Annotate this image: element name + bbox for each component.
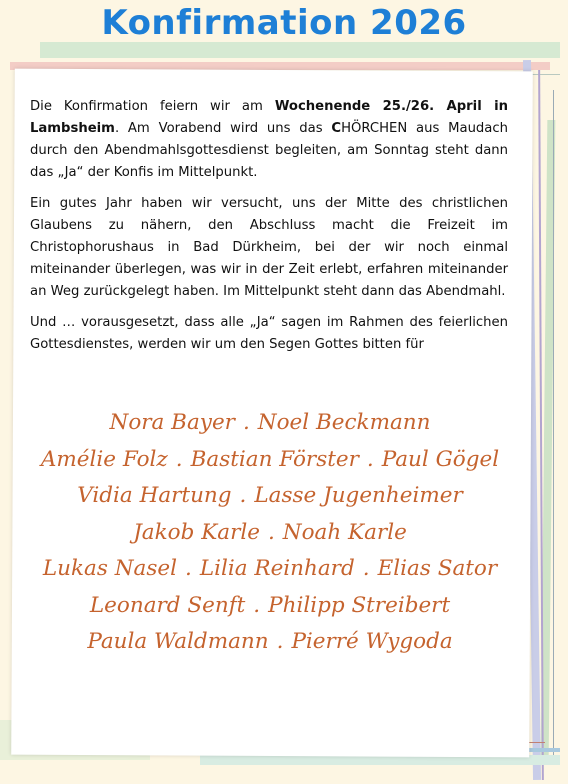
paragraph-2: Ein gutes Jahr haben wir versucht, uns der Mitte des christlichen Glaubens zu nähern, den Abschluss macht die Freizeit im Christophorushaus in Bad Dürkheim, bei der wir noch einmal miteinander überlegen, was wir in der Zeit erlebt, erfahren miteinander an Weg zurückgelegt haben. Im Mittelpunkt steht dann das Abendmahl.: [30, 196, 508, 299]
confirmand-name: Noel Beckmann: [257, 410, 431, 435]
confirmand-name: Pierré Wygoda: [291, 629, 453, 654]
name-separator: .: [276, 629, 284, 654]
paragraph-3: Und … vorausgesetzt, dass alle „Ja“ sagen im Rahmen des feierlichen Gottesdienstes, werden wir um den Segen Gottes bitten für: [30, 315, 508, 352]
name-separator: .: [184, 556, 192, 581]
confirmand-name: Paula Waldmann: [87, 629, 269, 654]
name-row: [20, 588, 520, 625]
confirmand-name: Jakob Karle: [133, 519, 260, 545]
name-separator: .: [239, 483, 247, 508]
text-span: HÖRCHEN aus Maudach durch den Abendmahlsgottesdienst begleiten, am Sonntag steht dann das „Ja“ der Konfis im Mittelpunkt.: [30, 121, 508, 180]
bold-date-place: Wochenende 25./26. April in Lambsheim: [30, 99, 508, 136]
confirmand-name: Elias Sator: [377, 556, 498, 581]
paragraph-1: [30, 96, 508, 184]
page-title: Konfirmation 2026: [101, 3, 467, 43]
name-separator: .: [366, 446, 374, 472]
name-row: [20, 624, 520, 661]
bold-letter: C: [331, 121, 342, 136]
name-row: [20, 515, 520, 552]
name-separator: .: [267, 519, 275, 545]
name-separator: .: [362, 556, 370, 581]
text-span: . Am Vorabend wird uns das: [114, 121, 332, 136]
confirmand-name: Leonard Senft: [89, 592, 246, 618]
decor-line: [553, 90, 554, 760]
confirmand-name: Philipp Streibert: [268, 592, 451, 618]
confirmand-name: Lilia Reinhard: [199, 556, 355, 581]
name-row: [20, 551, 520, 588]
name-separator: .: [242, 410, 250, 435]
name-separator: .: [253, 592, 261, 618]
name-separator: .: [175, 446, 183, 472]
text-span: Die Konfirmation feiern wir am: [30, 99, 275, 114]
name-row: [20, 478, 520, 515]
body-text: [30, 96, 508, 365]
confirmand-name: Nora Bayer: [109, 410, 235, 435]
name-row: [20, 442, 520, 479]
confirmand-name: Noah Karle: [282, 519, 407, 545]
confirmand-name: Paul Gögel: [381, 446, 500, 472]
confirmand-name: Lasse Jugenheimer: [254, 483, 463, 508]
confirmand-names: [20, 405, 520, 661]
confirmand-name: Amélie Folz: [40, 446, 168, 472]
confirmand-name: Vidia Hartung: [77, 483, 232, 508]
name-row: [20, 405, 520, 442]
confirmand-name: Bastian Förster: [190, 446, 359, 472]
confirmand-name: Lukas Nasel: [42, 556, 177, 581]
